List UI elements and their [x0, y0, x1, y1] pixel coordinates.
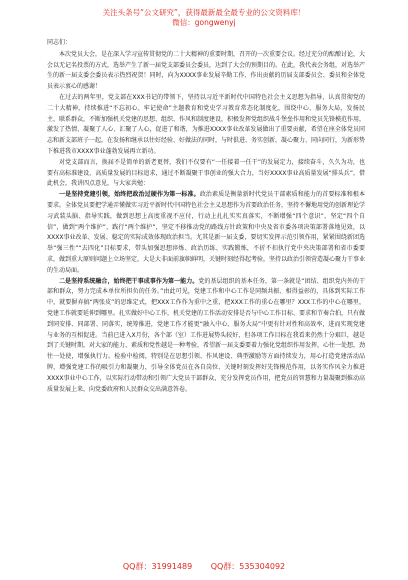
paragraph-4	[47, 190, 365, 276]
footer-qun: QQ群：535304092	[210, 562, 286, 571]
paragraph-4-heading: 一是坚持党建引领，始终把政治过硬作为第一标准。	[59, 191, 200, 199]
banner-line2: 微信：gongwenyj	[172, 18, 236, 27]
document-body	[47, 38, 365, 395]
footer-qq: QQ群：31991489	[122, 562, 193, 571]
footer-contact	[0, 561, 408, 572]
paragraph-2	[47, 93, 365, 158]
paragraph-1-text: 本次党员大会，是在深入学习宣传贯彻党的二十大精神的重要时期，召开的一次重要会议。经过充分的酝酿讨论，大会以无记名投票的方式，选举产生了新一届党支部委员会委员，达到了大会的预期目的。在此，我代表会务组，对选举产生的新一届支委会委员表示热烈祝贺！同时，向为XXXX事业发展辛勤工作、作出贡献的历届支部委员会、委员和全体党员表示衷心的感谢！	[47, 50, 366, 91]
header-banner	[0, 8, 408, 28]
paragraph-5	[47, 277, 365, 396]
paragraph-3	[47, 158, 365, 190]
paragraph-4-text: 政治素质是衡量新时代党员干部素质和能力的首要标准和根本要求。全体党员要把学通弄懂做实习近平新时代中国特色社会主义思想作为首要政治任务，坚持不懈地用党的创新理论学习武装头脑、指导实践，做到思想上高度重视不应付，行动上扎扎实实真落实，不断增强“四个意识”，坚定“四个自信”，做到“两个维护”，践行“两个维护”，坚定不移推动党的路线方针政策和中央及省市委各项决策部署落地见效，以XXXX事业改革、发展、稳定的实际成效体现政治担当。尤其是新一届支委，要切实发挥示范引领作用，紧紧围绕新团选举“强三性”“去四化”目标要求，带头加强思想淬炼、政治历练、实践锻炼，不折不扣执行党中央决策部署和省市委要求，做到重大原则问题上立场坚定，大是大非面前旗帜鲜明，关键时刻经得起考验，坚持以政治引领营造凝心聚力干事业的生动局面。	[47, 191, 366, 274]
paragraph-5-heading: 二是坚持系统融合，始终把干事成事作为第一能力。	[59, 277, 199, 285]
paragraph-1	[47, 50, 365, 93]
paragraph-2-text: 在过去的两年里，党支部在XXX书记的带领下，坚持以习近平新时代中国特色社会主义思想为指导，认真贯彻党的二十大精神，持续推进“不忘初心、牢记使命”主题教育和党史学习教育常态化制度化，围绕中心、服务大局，发扬民主，联系群众，不断加强机关党建的思想、组织、作风和制度建设，积极发挥党组织战斗堡垒作用和党员先锋模范作用，激发了热情、凝聚了人心、汇聚了人心，促进了和谐，为推进XXXX事业改革发展做出了重要贡献，希望在座全体党员同志和新支部班子一起，在发扬和继承以往好经验、好做法的同时，与时俱进、务实创新，凝心聚力、同向同行，为新形势下推进我市XXXX事业蓬勃发展再立新功。	[47, 93, 366, 155]
banner-line1: 关注头条号“公文研究”，获得最新最全最专业的公文资料库！	[102, 8, 306, 17]
greeting: 同志们：	[47, 39, 72, 46]
paragraph-3-text: 对党支部而言，换届不是简单的新老更替，我们不仅要有“一任接着一任干”的发展定力，接续奋斗，久久为功，也要有高标准建设、高质量发展的目标追求，通过不断凝聚干事创业的强大合力，当好XXXX事业高质量发展“排头兵”，借此机会，我讲四点意见，与大家共勉：	[47, 158, 365, 188]
paragraph-5-text: 党的基层组织的基本任务，第一条就是“团结、组织党内外的干部和群众，努力完成本单位所担负的任务。”由此可见，党建工作和中心工作是同频共振、相得益彰的，具体到实际工作中，就要摒弃搞“两张皮”的思维定式，把XXX工作作为重中之重，把XXX工作的重心在哪里？XXX工作的中心在哪里，党建工作就要延伸到哪里。扎实做好中心工作，机关党建的工作活动安排是否与中心工作目标、要求和节奏合拍，只有做到同安排、同部署、同落实，统筹推进，党建工作才能更“融入中心、服务大局”中更有针对性和高效率，进而实现党建与业务的互相促进。当前已进入X月份，各个部（室）工作进展势头较好，但各项工作目标在我看来仍然十分艰巨，越是到了关键时期，对大家的能力、素质和党性越是一种考验，希望新一届支委要着力强化党组织作用发挥，心往一处想，劲往一处使，增强执行力。检验中检阅，特别是在思想引领、作风建设、典型激励等方面持续发力，用心打造党建活动品牌，增强党建工作的吸引力和凝聚力，引导全体党员在各自岗位、关键时刻发挥好先锋模范作用，以务实作风全力推进XXXX事业中心工作，以实际行动带动和引领广大党员干部群众，充分发挥党员作用，把党员的智慧和力量凝聚到推动高质量发展上来，向党委政府和人民群众交出满意答卷。	[47, 277, 366, 393]
